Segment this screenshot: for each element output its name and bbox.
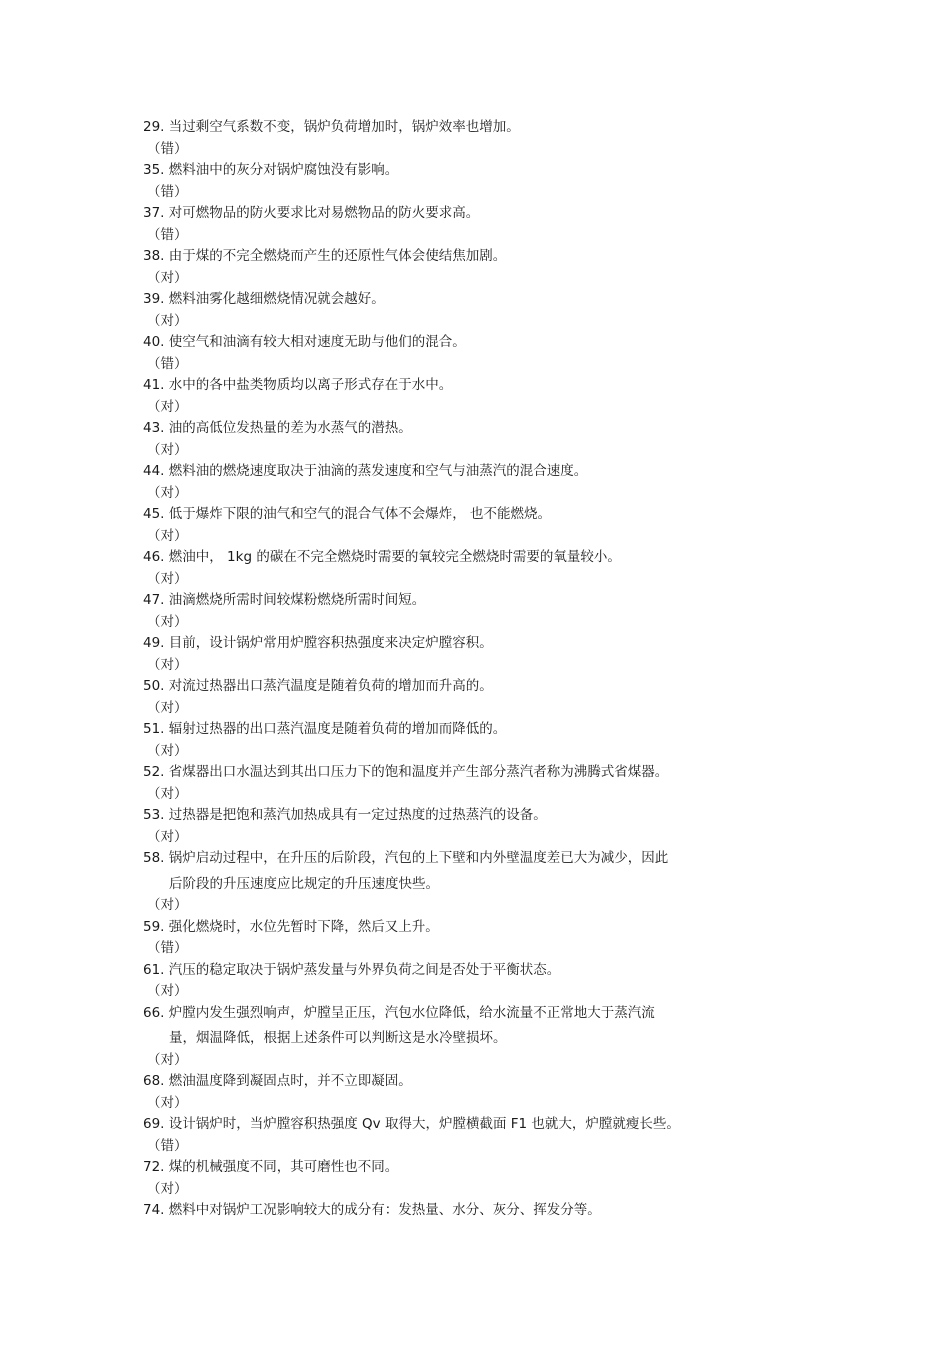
question-text: 72. 煤的机械强度不同，其可磨性也不同。 (143, 1159, 399, 1175)
question-item (143, 676, 903, 698)
question-item (143, 418, 903, 440)
question-text-continued: 后阶段的升压速度应比规定的升压速度快些。 (169, 875, 439, 892)
question-item (143, 246, 903, 268)
question-text: 35. 燃料油中的灰分对锅炉腐蚀没有影响。 (143, 162, 399, 178)
answer-mark: （对） (147, 570, 188, 587)
question-text: 74. 燃料中对锅炉工况影响较大的成分有：发热量、水分、灰分、挥发分等。 (143, 1202, 601, 1218)
question-item (143, 848, 903, 895)
question-item (143, 203, 903, 225)
question-item (143, 504, 903, 526)
answer-mark: （对） (147, 785, 188, 802)
answer-mark: （错） (147, 940, 188, 956)
answer-mark: （错） (147, 226, 188, 243)
question-item (143, 917, 903, 939)
question-item (143, 719, 903, 741)
question-item (143, 633, 903, 655)
question-text: 52. 省煤器出口水温达到其出口压力下的饱和温度并产生部分蒸汽者称为沸腾式省煤器。 (143, 764, 669, 780)
question-list (143, 117, 903, 1222)
answer-mark: （对） (147, 828, 188, 845)
question-text: 58. 锅炉启动过程中，在升压的后阶段，汽包的上下壁和内外壁温度差已大为减少，因此 (143, 850, 669, 866)
answer-mark: （对） (147, 1051, 188, 1068)
question-text: 50. 对流过热器出口蒸汽温度是随着负荷的增加而升高的。 (143, 678, 493, 694)
answer-mark: （错） (147, 355, 188, 372)
question-text: 38. 由于煤的不完全燃烧而产生的还原性气体会使结焦加剧。 (143, 248, 507, 264)
question-item (143, 1114, 903, 1136)
answer-mark: （对） (147, 398, 188, 415)
answer-mark: （错） (147, 183, 188, 200)
question-item (143, 762, 903, 784)
question-text-continued: 量，烟温降低，根据上述条件可以判断这是水冷壁损坏。 (169, 1030, 507, 1046)
question-text: 39. 燃料油雾化越细燃烧情况就会越好。 (143, 291, 385, 307)
question-text: 41. 水中的各中盐类物质均以离子形式存在于水中。 (143, 377, 453, 393)
question-text: 69. 设计锅炉时，当炉膛容积热强度 Qv 取得大，炉膛横截面 F1 也就大，炉膛就瘦长些。 (143, 1116, 680, 1132)
question-text: 40. 使空气和油滴有较大相对速度无助与他们的混合。 (143, 334, 466, 350)
question-text: 59. 强化燃烧时，水位先暂时下降，然后又上升。 (143, 918, 439, 935)
answer-mark: （错） (147, 1137, 188, 1154)
answer-mark: （对） (147, 656, 188, 673)
answer-mark: （对） (147, 269, 188, 286)
question-item (143, 332, 903, 354)
question-text: 29. 当过剩空气系数不变，锅炉负荷增加时，锅炉效率也增加。 (143, 119, 520, 135)
answer-mark: （对） (147, 699, 188, 716)
question-item (143, 590, 903, 612)
question-item (143, 1003, 903, 1050)
question-text: 61. 汽压的稳定取决于锅炉蒸发量与外界负荷之间是否处于平衡状态。 (143, 961, 561, 978)
question-item (143, 805, 903, 827)
question-item (143, 1157, 903, 1179)
question-text: 51. 辐射过热器的出口蒸汽温度是随着负荷的增加而降低的。 (143, 721, 507, 737)
question-text: 46. 燃油中， 1kg 的碳在不完全燃烧时需要的氧较完全燃烧时需要的氧量较小。 (143, 549, 621, 565)
answer-mark: （对） (147, 527, 188, 544)
answer-mark: （对） (147, 613, 188, 630)
question-item (143, 117, 903, 139)
question-item (143, 160, 903, 182)
answer-mark: （对） (147, 1180, 188, 1197)
answer-mark: （错） (147, 140, 188, 157)
question-text: 66. 炉膛内发生强烈响声，炉膛呈正压，汽包水位降低，给水流量不正常地大于蒸汽流 (143, 1004, 655, 1021)
answer-mark: （对） (147, 484, 188, 501)
question-item (143, 461, 903, 483)
question-item (143, 547, 903, 569)
answer-mark: （对） (147, 312, 188, 329)
answer-mark: （对） (147, 897, 188, 913)
question-text: 68. 燃油温度降到凝固点时，并不立即凝固。 (143, 1073, 412, 1089)
question-text: 49. 目前，设计锅炉常用炉膛容积热强度来决定炉膛容积。 (143, 635, 493, 651)
question-text: 53. 过热器是把饱和蒸汽加热成具有一定过热度的过热蒸汽的设备。 (143, 807, 547, 823)
answer-mark: （对） (147, 1094, 188, 1111)
answer-mark: （对） (147, 742, 188, 759)
question-item (143, 289, 903, 311)
question-item (143, 375, 903, 397)
question-text: 37. 对可燃物品的防火要求比对易燃物品的防火要求高。 (143, 205, 480, 221)
question-item (143, 1071, 903, 1093)
question-text: 43. 油的高低位发热量的差为水蒸气的潜热。 (143, 420, 412, 436)
question-item (143, 1200, 903, 1222)
answer-mark: （对） (147, 983, 188, 999)
question-text: 45. 低于爆炸下限的油气和空气的混合气体不会爆炸， 也不能燃烧。 (143, 506, 552, 522)
answer-mark: （对） (147, 441, 188, 458)
question-item (143, 960, 903, 982)
question-text: 47. 油滴燃烧所需时间较煤粉燃烧所需时间短。 (143, 592, 426, 608)
question-text: 44. 燃料油的燃烧速度取决于油滴的蒸发速度和空气与油蒸汽的混合速度。 (143, 463, 588, 479)
